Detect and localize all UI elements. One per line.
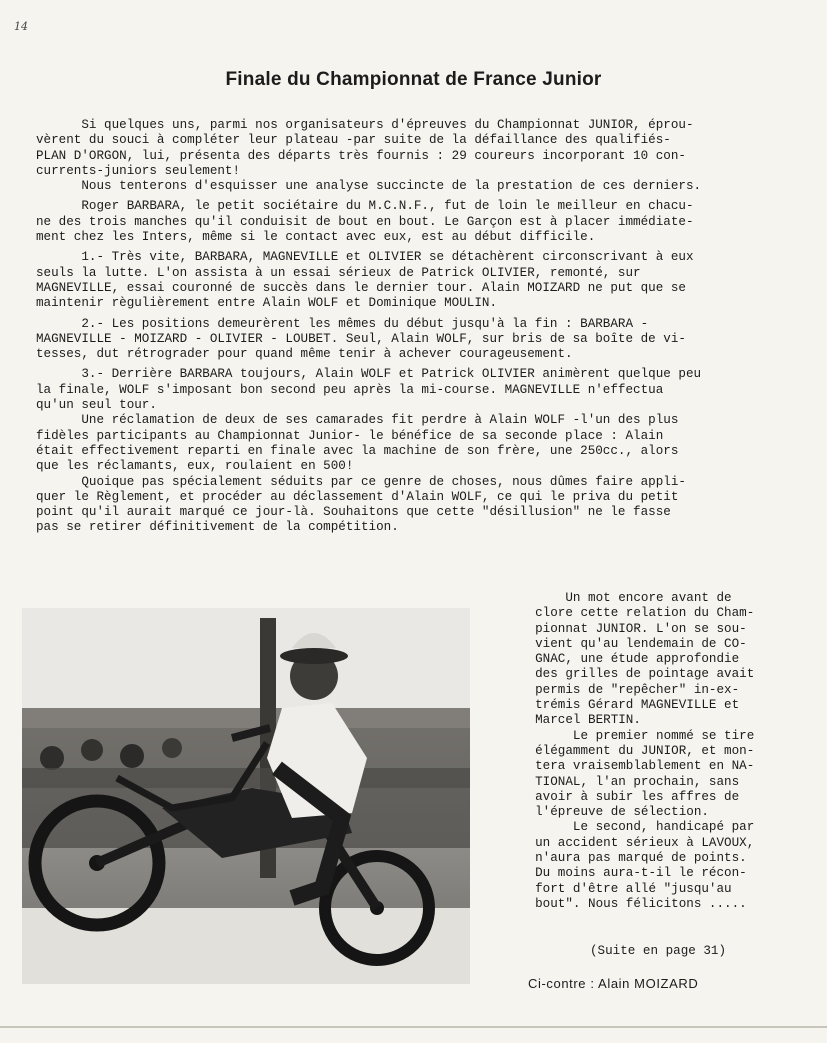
paragraph-barbara: Roger BARBARA, le petit sociétaire du M.C.N.F., fut de loin le meilleur en chacu- ne des trois manches qu'il conduisit de bout en bout. Le Garçon est à placer immédiate- ment chez les Inters, même si le contact avec eux, est au début difficile.: [36, 199, 694, 245]
paragraph-manche-3: 3.- Derrière BARBARA toujours, Alain WOLF et Patrick OLIVIER animèrent quelque peu la finale, WOLF s'imposant bon second peu après la mi-course. MAGNEVILLE n'effectua qu'un seul tour. Une réclamation de deux de ses camarades fit perdre à Alain WOLF -l'un des plus fidèles participants au Championnat Junior- le bénéfice de sa seconde place : Alain était effectivement reparti en finale avec la machine de son frère, une 250cc., alors que les réclamants, eux, roulaient en 500! Quoique pas spécialement séduits par ce genre de choses, nous dûmes faire appli- quer le Règlement, et procéder au déclassement d'Alain WOLF, ce qui le priva du petit point qu'il aurait marqué ce jour-là. Souhaitons que cette "désillusion" ne le fasse pas se retirer définitivement de la compétition.: [36, 367, 702, 535]
paragraph-manche-2: 2.- Les positions demeurèrent les mêmes du début jusqu'à la fin : BARBARA - MAGNEVILLE - MOIZARD - OLIVIER - LOUBET. Seul, Alain WOLF, sur bris de sa boîte de vi- tesses, dut rétrograder pour quand même tenir à achever courageusement.: [36, 316, 686, 362]
page-number: 14: [14, 20, 28, 33]
article-body: [36, 118, 796, 541]
side-column: [520, 591, 820, 912]
article-title: Finale du Championnat de France Junior: [225, 68, 602, 90]
side-paragraph-3: Le second, handicapé par un accident sérieux à LAVOUX, n'aura pas marqué de points. Du moins aura-t-il le récon- fort d'être allé "jusqu'au bout". Nous félicitons .....: [535, 820, 755, 911]
paragraph-manche-1: 1.- Très vite, BARBARA, MAGNEVILLE et OLIVIER se détachèrent circonscrivant à eux seuls la lutte. L'on assista à un essai sérieux de Patrick OLIVIER, remonté, sur MAGNEVILLE, essai couronné de succès dans le dernier tour. Alain MOIZARD ne put que se maintenir règulièrement entre Alain WOLF et Dominique MOULIN.: [36, 250, 694, 311]
page-bottom-edge: [0, 1026, 827, 1028]
continuation-note: (Suite en page 31): [590, 944, 727, 958]
paragraph-intro: Si quelques uns, parmi nos organisateurs d'épreuves du Championnat JUNIOR, éprou- vèrent du souci à compléter leur plateau -par suite de la défaillance des qualifiés- PLAN D'ORGON, lui, présenta des départs très fournis : 29 coureurs incorporant 10 con- currents-juniors seulement! Nous tenterons d'esquisser une analyse succincte de la prestation de ces derniers.: [36, 118, 702, 194]
photo-caption: Ci-contre : Alain MOIZARD: [528, 976, 699, 991]
side-paragraph-2: Le premier nommé se tire élégamment du JUNIOR, et mon- tera vraisemblablement en NA- TIONAL, l'an prochain, sans avoir à subir les affres de l'épreuve de sélection.: [535, 728, 755, 820]
rider-photo: [22, 608, 470, 984]
rider-photo-image: [22, 608, 470, 984]
side-paragraph-1: Un mot encore avant de clore cette relation du Cham- pionnat JUNIOR. L'on se sou- vient qu'au lendemain de CO- GNAC, une étude approfondie des grilles de pointage avait permis de "repêcher" in-ex- trémis Gérard MAGNEVILLE et Marcel BERTIN.: [535, 591, 755, 728]
